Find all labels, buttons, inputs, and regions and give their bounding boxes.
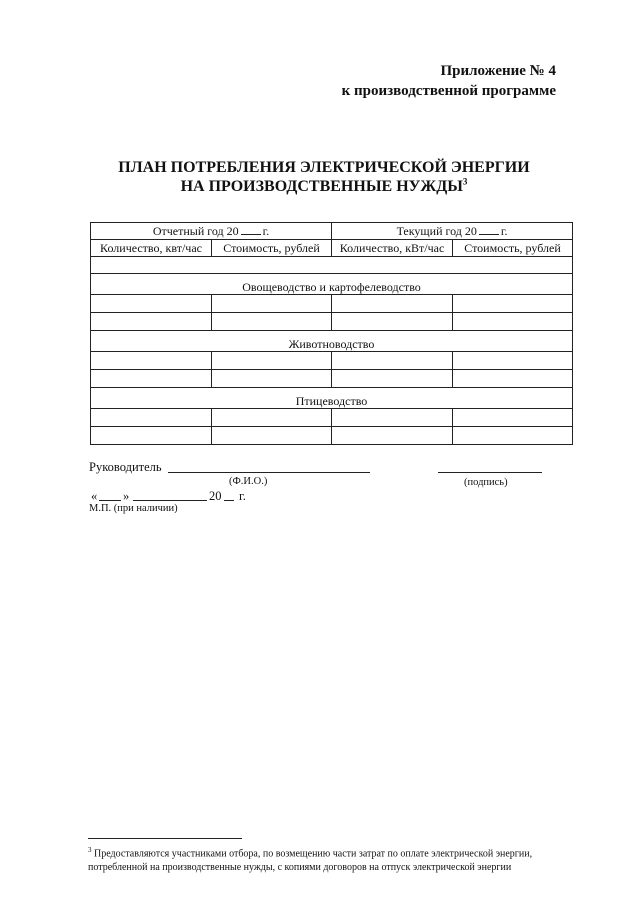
section-title-livestock: Животноводство (91, 331, 573, 352)
table-cell[interactable] (91, 409, 212, 427)
column-header-report-cost: Стоимость, рублей (212, 240, 332, 257)
footnote-separator (88, 838, 242, 839)
table-cell[interactable] (332, 313, 453, 331)
date-day-line[interactable] (99, 500, 121, 501)
title-line-2: НА ПРОИЗВОДСТВЕННЫЕ НУЖДЫ$^3$ (180, 176, 468, 195)
date-year-line[interactable] (224, 500, 234, 501)
table-cell[interactable] (91, 370, 212, 388)
section-row-livestock (91, 331, 573, 352)
table-cell[interactable] (453, 313, 573, 331)
table-cell[interactable] (91, 427, 212, 445)
table-cell[interactable] (332, 409, 453, 427)
date-year-suffix: г. (239, 489, 246, 503)
consumption-plan-table (90, 222, 573, 445)
column-header-report-quantity: Количество, квт/час (91, 240, 212, 257)
document-title (0, 158, 640, 196)
appendix-subtitle: к производственной программе (341, 83, 556, 99)
table-row (91, 313, 573, 331)
section-row-poultry (91, 388, 573, 409)
date-year-prefix: 20 (209, 489, 222, 503)
appendix-header (342, 61, 556, 101)
table-cell[interactable] (453, 295, 573, 313)
section-row-vegetables (91, 274, 573, 295)
table-row (91, 352, 573, 370)
table-cell[interactable] (332, 295, 453, 313)
period-header-row (91, 223, 573, 240)
table-cell[interactable] (453, 352, 573, 370)
column-header-row (91, 240, 573, 257)
blank-row (91, 257, 573, 274)
table-cell[interactable] (453, 370, 573, 388)
table-row (91, 409, 573, 427)
fio-caption: (Ф.И.О.) (229, 476, 268, 487)
table-cell[interactable] (212, 295, 332, 313)
table-cell[interactable] (212, 313, 332, 331)
title-line-1: ПЛАН ПОТРЕБЛЕНИЯ ЭЛЕКТРИЧЕСКОЙ ЭНЕРГИИ (118, 159, 530, 176)
appendix-number: Приложение № 4 (440, 63, 556, 79)
column-header-current-cost: Стоимость, рублей (453, 240, 573, 257)
table-cell[interactable] (91, 352, 212, 370)
table-cell[interactable] (91, 313, 212, 331)
table-cell[interactable] (91, 295, 212, 313)
column-header-current-quantity: Количество, кВт/час (332, 240, 453, 257)
section-title-vegetables: Овощеводство и картофелеводство (91, 274, 573, 295)
fio-line[interactable] (168, 472, 370, 473)
table-cell[interactable] (212, 409, 332, 427)
stamp-note: М.П. (при наличии) (89, 503, 178, 514)
table-cell[interactable] (212, 427, 332, 445)
footnote-text: Предоставляются участниками отбора, по возмещению части затрат по оплате электрической энергии, потребленной на производственные нужды, с копиями договоров на отпуск электрической энергии (88, 848, 533, 874)
date-open-quote: « (91, 489, 98, 503)
head-label: Руководитель (89, 460, 162, 474)
table-cell[interactable] (332, 352, 453, 370)
date-month-line[interactable] (133, 500, 207, 501)
footnote (88, 843, 588, 875)
date-close-quote: » (123, 489, 130, 503)
table-row (91, 370, 573, 388)
table-cell[interactable] (453, 409, 573, 427)
table-cell[interactable] (332, 370, 453, 388)
table-cell[interactable] (453, 427, 573, 445)
table-row (91, 427, 573, 445)
title-footnote-mark: 3 (462, 176, 468, 187)
signature-caption: (подпись) (464, 477, 508, 488)
signature-line[interactable] (438, 472, 542, 473)
report-year-header: Отчетный год 20 г. (91, 223, 332, 240)
table-row (91, 295, 573, 313)
footnote-mark: 3 (88, 846, 92, 854)
table-cell[interactable] (212, 370, 332, 388)
current-year-header: Текущий год 20 г. (332, 223, 573, 240)
table-cell[interactable] (212, 352, 332, 370)
section-title-poultry: Птицеводство (91, 388, 573, 409)
table-cell[interactable] (332, 427, 453, 445)
